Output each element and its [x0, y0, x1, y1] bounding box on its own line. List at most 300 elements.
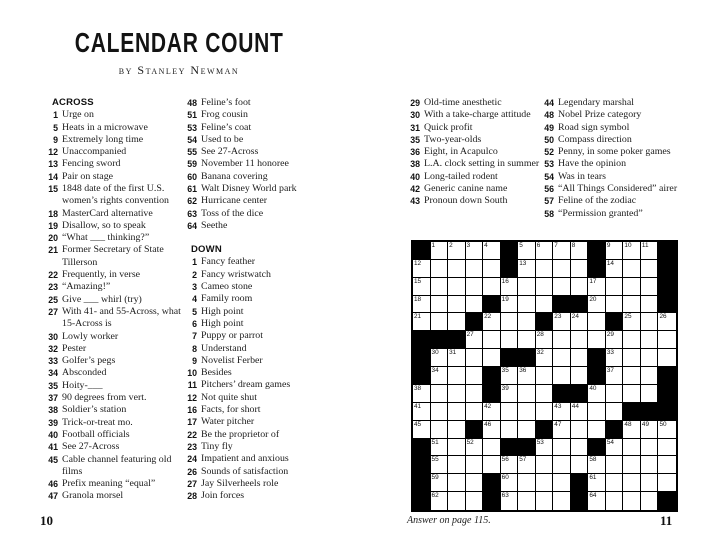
- grid-cell-number: 5: [519, 242, 523, 249]
- clue: [404, 97, 540, 109]
- grid-cell: [466, 367, 484, 385]
- clue: [42, 269, 182, 281]
- clue-number: 16: [187, 405, 197, 416]
- puzzle-title: CALENDAR COUNT: [74, 27, 284, 58]
- grid-cell-black: [623, 403, 641, 421]
- grid-cell-number: 13: [519, 259, 527, 267]
- crossword-grid: [411, 240, 678, 512]
- clue-text: Generic canine name: [424, 183, 508, 195]
- clue: [181, 379, 333, 391]
- grid-cell: [588, 492, 606, 510]
- grid-cell: [413, 421, 431, 439]
- grid-cell-black: [501, 242, 519, 260]
- clue-text: Urge on: [62, 109, 94, 121]
- clue: [181, 122, 333, 134]
- clue-number: 19: [48, 220, 58, 231]
- grid-cell-black: [588, 367, 606, 385]
- clue-number: 34: [48, 368, 58, 379]
- grid-cell-number: 1: [431, 242, 436, 249]
- grid-cell-number: 44: [571, 402, 579, 410]
- clue-text: Fancy wristwatch: [201, 268, 271, 280]
- grid-cell-black: [536, 313, 554, 331]
- clue-number: 31: [410, 122, 420, 133]
- grid-cell: [518, 367, 536, 385]
- clue: [181, 293, 333, 305]
- grid-cell: [553, 439, 571, 457]
- grid-cell: [588, 296, 606, 314]
- clue: [42, 417, 182, 429]
- clue-text: Give ___ whirl (try): [62, 293, 142, 305]
- grid-cell-black: [571, 385, 589, 403]
- grid-cell-number: 12: [414, 259, 422, 267]
- grid-cell: [413, 260, 431, 278]
- clue-text: Was in tears: [558, 170, 607, 182]
- grid-cell: [606, 367, 624, 385]
- clue-number: 36: [410, 147, 420, 158]
- grid-cell: [571, 349, 589, 367]
- clue-number: 30: [410, 110, 420, 121]
- grid-cell-number: 18: [414, 295, 422, 303]
- clue: [181, 490, 333, 502]
- clue-number: 10: [187, 368, 197, 379]
- grid-cell-number: 26: [659, 313, 667, 321]
- grid-cell: [606, 331, 624, 349]
- grid-cell-black: [553, 296, 571, 314]
- clue-text: 1848 date of the first U.S. women’s rights convention: [62, 182, 169, 207]
- grid-cell: [466, 385, 484, 403]
- clue-text: Legendary marshal: [558, 97, 634, 108]
- clue-text: Fancy feather: [201, 256, 256, 268]
- grid-cell: [623, 367, 641, 385]
- clue: [42, 454, 182, 479]
- grid-cell-black: [413, 474, 431, 492]
- clue-number: 23: [48, 282, 58, 293]
- clue-text: Hurricane center: [201, 195, 268, 207]
- clue-text: Golfer’s pegs: [62, 355, 116, 367]
- grid-cell: [553, 242, 571, 260]
- grid-cell-number: 8: [571, 242, 576, 249]
- clue: [42, 429, 182, 441]
- clue-number: 54: [544, 171, 554, 182]
- clue-number: 20: [48, 233, 58, 244]
- grid-cell: [571, 439, 589, 457]
- grid-cell: [413, 278, 431, 296]
- clue-text: Penny, in some poker games: [558, 146, 671, 158]
- grid-cell: [606, 296, 624, 314]
- grid-cell: [623, 492, 641, 510]
- grid-cell-black: [658, 242, 676, 260]
- grid-cell: [606, 260, 624, 278]
- grid-cell-black: [413, 456, 431, 474]
- clue-text: See 27-Across: [62, 441, 120, 453]
- grid-cell: [658, 313, 676, 331]
- clue-text: Prefix meaning “equal”: [62, 478, 156, 490]
- clue: [42, 134, 182, 146]
- grid-cell: [536, 367, 554, 385]
- clue-text: Puppy or parrot: [201, 330, 263, 342]
- grid-cell: [501, 313, 519, 331]
- grid-cell: [553, 331, 571, 349]
- grid-cell: [571, 242, 589, 260]
- clue-number: 41: [48, 442, 58, 453]
- grid-cell-black: [413, 242, 431, 260]
- clue-text: “Permission granted”: [558, 207, 643, 219]
- clue-text: With a take-charge attitude: [424, 109, 531, 121]
- grid-cell-black: [518, 349, 536, 367]
- clue-number: 40: [410, 171, 420, 182]
- grid-cell: [501, 492, 519, 510]
- grid-cell-number: 55: [431, 456, 439, 464]
- grid-cell-black: [413, 492, 431, 510]
- title-block: [0, 28, 358, 58]
- grid-cell: [588, 278, 606, 296]
- grid-cell: [641, 331, 659, 349]
- clue: [404, 109, 540, 121]
- clue-number: 33: [48, 356, 58, 367]
- grid-cell: [641, 474, 659, 492]
- grid-cell-black: [588, 439, 606, 457]
- grid-cell: [466, 456, 484, 474]
- clue-number: 60: [187, 171, 197, 182]
- clue-number: 50: [544, 134, 554, 145]
- clue-text: Cable channel featuring old films: [62, 453, 172, 477]
- grid-cell-black: [483, 492, 501, 510]
- clue-section: [538, 97, 700, 220]
- clue-number: 13: [48, 159, 58, 170]
- clue: [181, 183, 333, 195]
- grid-cell: [658, 421, 676, 439]
- grid-cell-number: 36: [519, 367, 527, 375]
- clue-text: Compass direction: [558, 133, 632, 145]
- clue-text: Pitchers’ dream games: [201, 379, 291, 391]
- grid-cell: [623, 349, 641, 367]
- clue-text: Soldier’s station: [62, 404, 127, 416]
- grid-cell-black: [606, 313, 624, 331]
- grid-cell: [466, 331, 484, 349]
- grid-cell: [466, 260, 484, 278]
- grid-cell-number: 6: [536, 242, 541, 249]
- grid-cell: [413, 296, 431, 314]
- grid-cell-black: [571, 492, 589, 510]
- grid-cell: [606, 403, 624, 421]
- clue-number: 44: [544, 98, 554, 108]
- clue: [538, 171, 700, 183]
- grid-cell: [641, 313, 659, 331]
- grid-cell-number: 24: [571, 313, 579, 321]
- grid-cell-number: 37: [606, 367, 614, 375]
- grid-cell: [431, 439, 449, 457]
- grid-cell: [536, 296, 554, 314]
- grid-cell-black: [483, 474, 501, 492]
- grid-cell: [483, 421, 501, 439]
- grid-cell: [641, 456, 659, 474]
- clue-text: Have the opinion: [558, 158, 627, 170]
- grid-cell: [623, 313, 641, 331]
- grid-cell: [466, 242, 484, 260]
- grid-cell: [536, 331, 554, 349]
- clue: [538, 146, 700, 158]
- grid-cell: [606, 474, 624, 492]
- clue-text: Understand: [201, 342, 247, 354]
- clue-number: 35: [410, 134, 420, 145]
- grid-cell: [501, 385, 519, 403]
- clue: [181, 220, 333, 232]
- grid-cell: [518, 385, 536, 403]
- clue-text: “What ___ thinking?”: [62, 232, 150, 244]
- clue-text: Disallow, so to speak: [62, 219, 146, 231]
- clue-column-across-down: [181, 97, 333, 502]
- clue: [404, 195, 540, 207]
- clue-text: Novelist Ferber: [201, 354, 263, 366]
- grid-cell-black: [658, 260, 676, 278]
- clue: [42, 331, 182, 343]
- clue-section: [404, 97, 540, 208]
- clue: [181, 306, 333, 318]
- grid-cell-number: 47: [554, 420, 562, 428]
- grid-cell-number: 4: [484, 242, 488, 249]
- grid-cell: [623, 242, 641, 260]
- clue: [181, 318, 333, 330]
- clue-number: 9: [192, 355, 197, 366]
- clue-text: High point: [201, 317, 244, 329]
- clue-number: 61: [187, 184, 197, 195]
- grid-cell-number: 43: [554, 402, 562, 410]
- grid-cell: [431, 456, 449, 474]
- clues-header-across: ACROSS: [52, 97, 94, 108]
- grid-cell: [448, 439, 466, 457]
- clue-text: Cameo stone: [201, 281, 253, 293]
- grid-cell-number: 63: [501, 492, 509, 500]
- clue: [181, 256, 333, 268]
- grid-cell: [553, 260, 571, 278]
- clue: [181, 171, 333, 183]
- grid-cell-number: 53: [536, 438, 544, 446]
- grid-cell: [553, 313, 571, 331]
- grid-cell-number: 29: [606, 331, 614, 339]
- grid-cell: [641, 385, 659, 403]
- grid-cell: [606, 385, 624, 403]
- grid-cell-black: [413, 367, 431, 385]
- clue-number: 32: [48, 343, 58, 354]
- clue: [181, 416, 333, 428]
- grid-cell: [606, 242, 624, 260]
- grid-cell: [431, 260, 449, 278]
- clue-text: Seethe: [201, 219, 228, 231]
- clue: [42, 355, 182, 367]
- grid-cell: [413, 385, 431, 403]
- grid-cell-black: [571, 296, 589, 314]
- clue-text: Old-time anesthetic: [424, 97, 502, 108]
- grid-cell-number: 49: [641, 420, 650, 428]
- clue: [42, 158, 182, 170]
- clue: [404, 134, 540, 146]
- clue-number: 23: [187, 441, 197, 452]
- answer-note: Answer on page 115.: [407, 515, 491, 526]
- clue-number: 9: [53, 134, 58, 145]
- grid-cell-black: [518, 439, 536, 457]
- grid-cell: [536, 439, 554, 457]
- clue: [42, 146, 182, 158]
- clue-text: Water pitcher: [201, 416, 255, 428]
- grid-cell: [588, 474, 606, 492]
- clue-number: 56: [544, 184, 554, 195]
- clue: [42, 232, 182, 244]
- clue-text: Eight, in Acapulco: [424, 146, 498, 158]
- grid-cell: [518, 260, 536, 278]
- clue-number: 63: [187, 208, 197, 219]
- clue-number: 21: [48, 245, 58, 256]
- grid-cell: [448, 313, 466, 331]
- clue-number: 52: [544, 147, 554, 158]
- grid-cell: [536, 492, 554, 510]
- grid-cell-black: [658, 367, 676, 385]
- grid-cell-number: 39: [501, 384, 509, 392]
- grid-cell: [466, 492, 484, 510]
- clue-column-down-end: [538, 97, 700, 220]
- grid-cell-black: [658, 296, 676, 314]
- grid-cell: [553, 492, 571, 510]
- grid-cell-black: [641, 403, 659, 421]
- grid-cell: [518, 296, 536, 314]
- grid-cell: [536, 403, 554, 421]
- clue: [404, 122, 540, 134]
- grid-cell-black: [483, 296, 501, 314]
- clue: [42, 183, 182, 208]
- clue-number: 12: [48, 147, 58, 158]
- grid-cell: [623, 331, 641, 349]
- grid-cell: [536, 260, 554, 278]
- grid-cell: [448, 260, 466, 278]
- grid-cell: [483, 278, 501, 296]
- clue-number: 48: [187, 98, 197, 108]
- clue: [42, 441, 182, 453]
- clue-number: 51: [187, 110, 197, 121]
- clue: [181, 343, 333, 355]
- grid-cell: [623, 278, 641, 296]
- clue-text: Sounds of satisfaction: [201, 465, 289, 477]
- clue-number: 38: [410, 159, 420, 170]
- clue-text: Unaccompanied: [62, 146, 127, 158]
- grid-cell: [588, 403, 606, 421]
- clue: [42, 490, 182, 502]
- page-number-left: 10: [40, 513, 53, 528]
- grid-cell: [658, 331, 676, 349]
- grid-cell-black: [571, 474, 589, 492]
- grid-cell-black: [588, 349, 606, 367]
- grid-cell: [431, 349, 449, 367]
- byline: by Stanley Newman: [118, 63, 240, 77]
- grid-cell-number: 33: [606, 349, 614, 357]
- grid-cell: [641, 421, 659, 439]
- clue-text: Pronoun down South: [424, 195, 508, 207]
- clue: [42, 220, 182, 232]
- grid-cell-black: [658, 403, 676, 421]
- grid-cell-number: 54: [606, 438, 614, 446]
- grid-cell: [623, 296, 641, 314]
- grid-cell: [553, 474, 571, 492]
- clue: [42, 380, 182, 392]
- clue-number: 25: [48, 294, 58, 305]
- clue-number: 53: [544, 159, 554, 170]
- grid-cell: [606, 439, 624, 457]
- clue: [181, 134, 333, 146]
- clue: [404, 146, 540, 158]
- grid-cell: [483, 349, 501, 367]
- grid-cell-black: [588, 260, 606, 278]
- grid-cell: [501, 296, 519, 314]
- clue-text: Road sign symbol: [558, 121, 630, 133]
- clue: [538, 109, 700, 121]
- clue-number: 22: [187, 429, 197, 440]
- grid-cell: [518, 403, 536, 421]
- grid-cell: [466, 403, 484, 421]
- grid-cell-number: 15: [414, 277, 422, 285]
- grid-cell-number: 20: [589, 295, 597, 303]
- clue: [42, 392, 182, 404]
- clue: [538, 158, 700, 170]
- clue-number: 24: [187, 454, 197, 465]
- grid-cell: [606, 349, 624, 367]
- clue-number: 64: [187, 220, 197, 231]
- clue-number: 49: [544, 122, 554, 133]
- grid-cell: [641, 296, 659, 314]
- clue-text: Besides: [201, 367, 232, 379]
- grid-cell-number: 30: [431, 349, 439, 357]
- grid-cell: [448, 492, 466, 510]
- grid-cell: [518, 492, 536, 510]
- clue-text: Used to be: [201, 133, 244, 145]
- clue-number: 7: [192, 331, 197, 342]
- grid-cell: [518, 278, 536, 296]
- grid-cell-number: 52: [466, 438, 474, 446]
- grid-cell: [536, 474, 554, 492]
- clue-number: 18: [48, 208, 58, 219]
- clue-text: Absconded: [62, 367, 107, 379]
- clue-number: 29: [410, 98, 420, 108]
- grid-cell: [641, 492, 659, 510]
- clue-number: 38: [48, 405, 58, 416]
- grid-cell-black: [448, 331, 466, 349]
- grid-cell: [413, 403, 431, 421]
- clue-text: Former Secretary of State Tillerson: [62, 244, 164, 268]
- clue-number: 42: [410, 184, 420, 195]
- grid-cell-number: 41: [414, 402, 422, 410]
- grid-cell: [518, 421, 536, 439]
- clue-number: 5: [192, 306, 197, 317]
- clue-text: Feline’s coat: [201, 121, 252, 133]
- clue-text: Walt Disney World park: [201, 183, 297, 195]
- grid-cell: [501, 403, 519, 421]
- clue-text: Two-year-olds: [424, 133, 482, 145]
- clue: [181, 441, 333, 453]
- grid-cell: [431, 242, 449, 260]
- clue: [42, 244, 182, 269]
- clue-text: High point: [201, 305, 244, 317]
- grid-cell-number: 62: [431, 492, 439, 500]
- clue-text: L.A. clock setting in summer: [424, 158, 540, 170]
- clue-column-down-cont: [404, 97, 540, 208]
- grid-cell: [571, 331, 589, 349]
- clue: [181, 146, 333, 158]
- clue: [181, 392, 333, 404]
- clue-number: 46: [48, 479, 58, 490]
- grid-cell-number: 61: [589, 474, 597, 482]
- clue-number: 53: [187, 122, 197, 133]
- grid-cell: [431, 403, 449, 421]
- grid-cell-black: [658, 385, 676, 403]
- grid-cell: [588, 456, 606, 474]
- clue-text: Join forces: [201, 490, 245, 502]
